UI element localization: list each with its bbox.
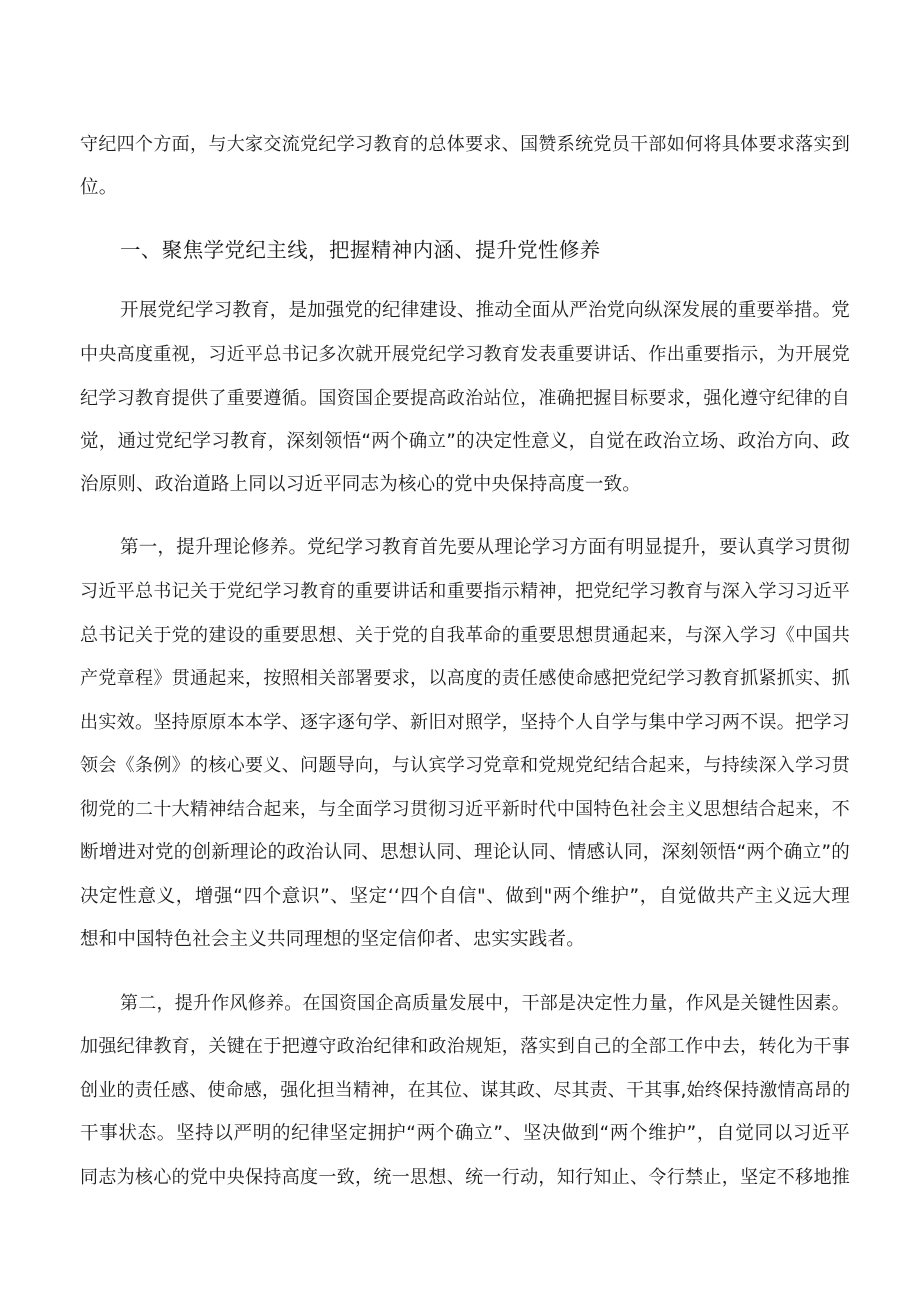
paragraph-1-line: 中央高度重视，习近平总书记多次就开展党纪学习教育发表重要讲话、作出重要指示，为开展党 xyxy=(80,344,850,365)
paragraph-3-line: 第二，提升作风修养。在国资国企高质量发展中，干部是决定性力量，作风是关键性因素。 xyxy=(120,993,850,1014)
paragraph-2-line: 第一，提升理论修养。党纪学习教育首先要从理论学习方面有明显提升，要认真学习贯彻 xyxy=(120,537,850,558)
paragraph-2-line: 彻党的二十大精神结合起来，与全面学习贯彻习近平新时代中国特色社会主义思想结合起来，不 xyxy=(80,799,850,820)
paragraph-3-line: 创业的责任感、使命感，强化担当精神，在其位、谋其政、尽其责、干其事,始终保持激情高昂的 xyxy=(80,1080,851,1101)
paragraph-2-line: 领会《条例》的核心要义、问题导向，与认宾学习党章和党规党纪结合起来，与持续深入学习贯 xyxy=(80,755,850,776)
paragraph-2-line: 习近平总书记关于党纪学习教育的重要讲话和重要指示精神，把党纪学习教育与深入学习习近平 xyxy=(80,581,850,602)
paragraph-1-line: 纪学习教育提供了重要遵循。国资国企要提高政治站位，准确把握目标要求，强化遵守纪律的自 xyxy=(80,388,850,409)
paragraph-1-line: 开展党纪学习教育，是加强党的纪律建设、推动全面从严治党向纵深发展的重要举措。党 xyxy=(120,300,850,321)
paragraph-3-line: 加强纪律教育，关键在于把遵守政治纪律和政治规矩，落实到自己的全部工作中去，转化为干事 xyxy=(80,1036,850,1057)
paragraph-2-line: 出实效。坚持原原本本学、逐字逐句学、新旧对照学，坚持个人自学与集中学习两不误。把学习 xyxy=(80,712,850,733)
paragraph-2-line: 总书记关于党的建设的重要思想、关于党的自我革命的重要思想贯通起来，与深入学习《中国共 xyxy=(80,625,850,646)
paragraph-2-line: 产党章程》贯通起来，按照相关部署要求，以高度的责任感使命感把党纪学习教育抓紧抓实、抓 xyxy=(80,668,850,689)
paragraph-3-line: 干事状态。坚持以严明的纪律坚定拥护“两个确立”、坚决做到“两个维护”，自觉同以习近平 xyxy=(80,1123,850,1144)
section-heading: 一、聚焦学党纪主线，把握精神内涵、提升党性修养 xyxy=(120,238,601,262)
paragraph-2-line: 想和中国特色社会主义共同理想的坚定信仰者、忠实实践者。 xyxy=(80,929,585,950)
paragraph-1-line: 治原则、政治道路上同以习近平同志为核心的党中央保持高度一致。 xyxy=(80,474,642,495)
paragraph-1-line: 觉，通过党纪学习教育，深刻领悟“两个确立”的决定性意义，自觉在政治立场、政治方向、政 xyxy=(80,431,850,452)
paragraph-2-line: 断增进对党的创新理论的政治认同、思想认同、理论认同、情感认同，深刻领悟“两个确立”的 xyxy=(80,842,850,863)
intro-line: 位。 xyxy=(80,177,118,198)
intro-line: 守纪四个方面，与大家交流党纪学习教育的总体要求、国赞系统党员干部如何将具体要求落实到 xyxy=(80,134,850,155)
paragraph-3-line: 同志为核心的党中央保持高度一致，统一思想、统一行动，知行知止、令行禁止，坚定不移地推 xyxy=(80,1167,850,1188)
paragraph-2-line: 决定性意义，增强“四个意识”、坚定‘‘四个自信"、做到"两个维护”，自觉做共产主义远大理 xyxy=(80,886,850,907)
